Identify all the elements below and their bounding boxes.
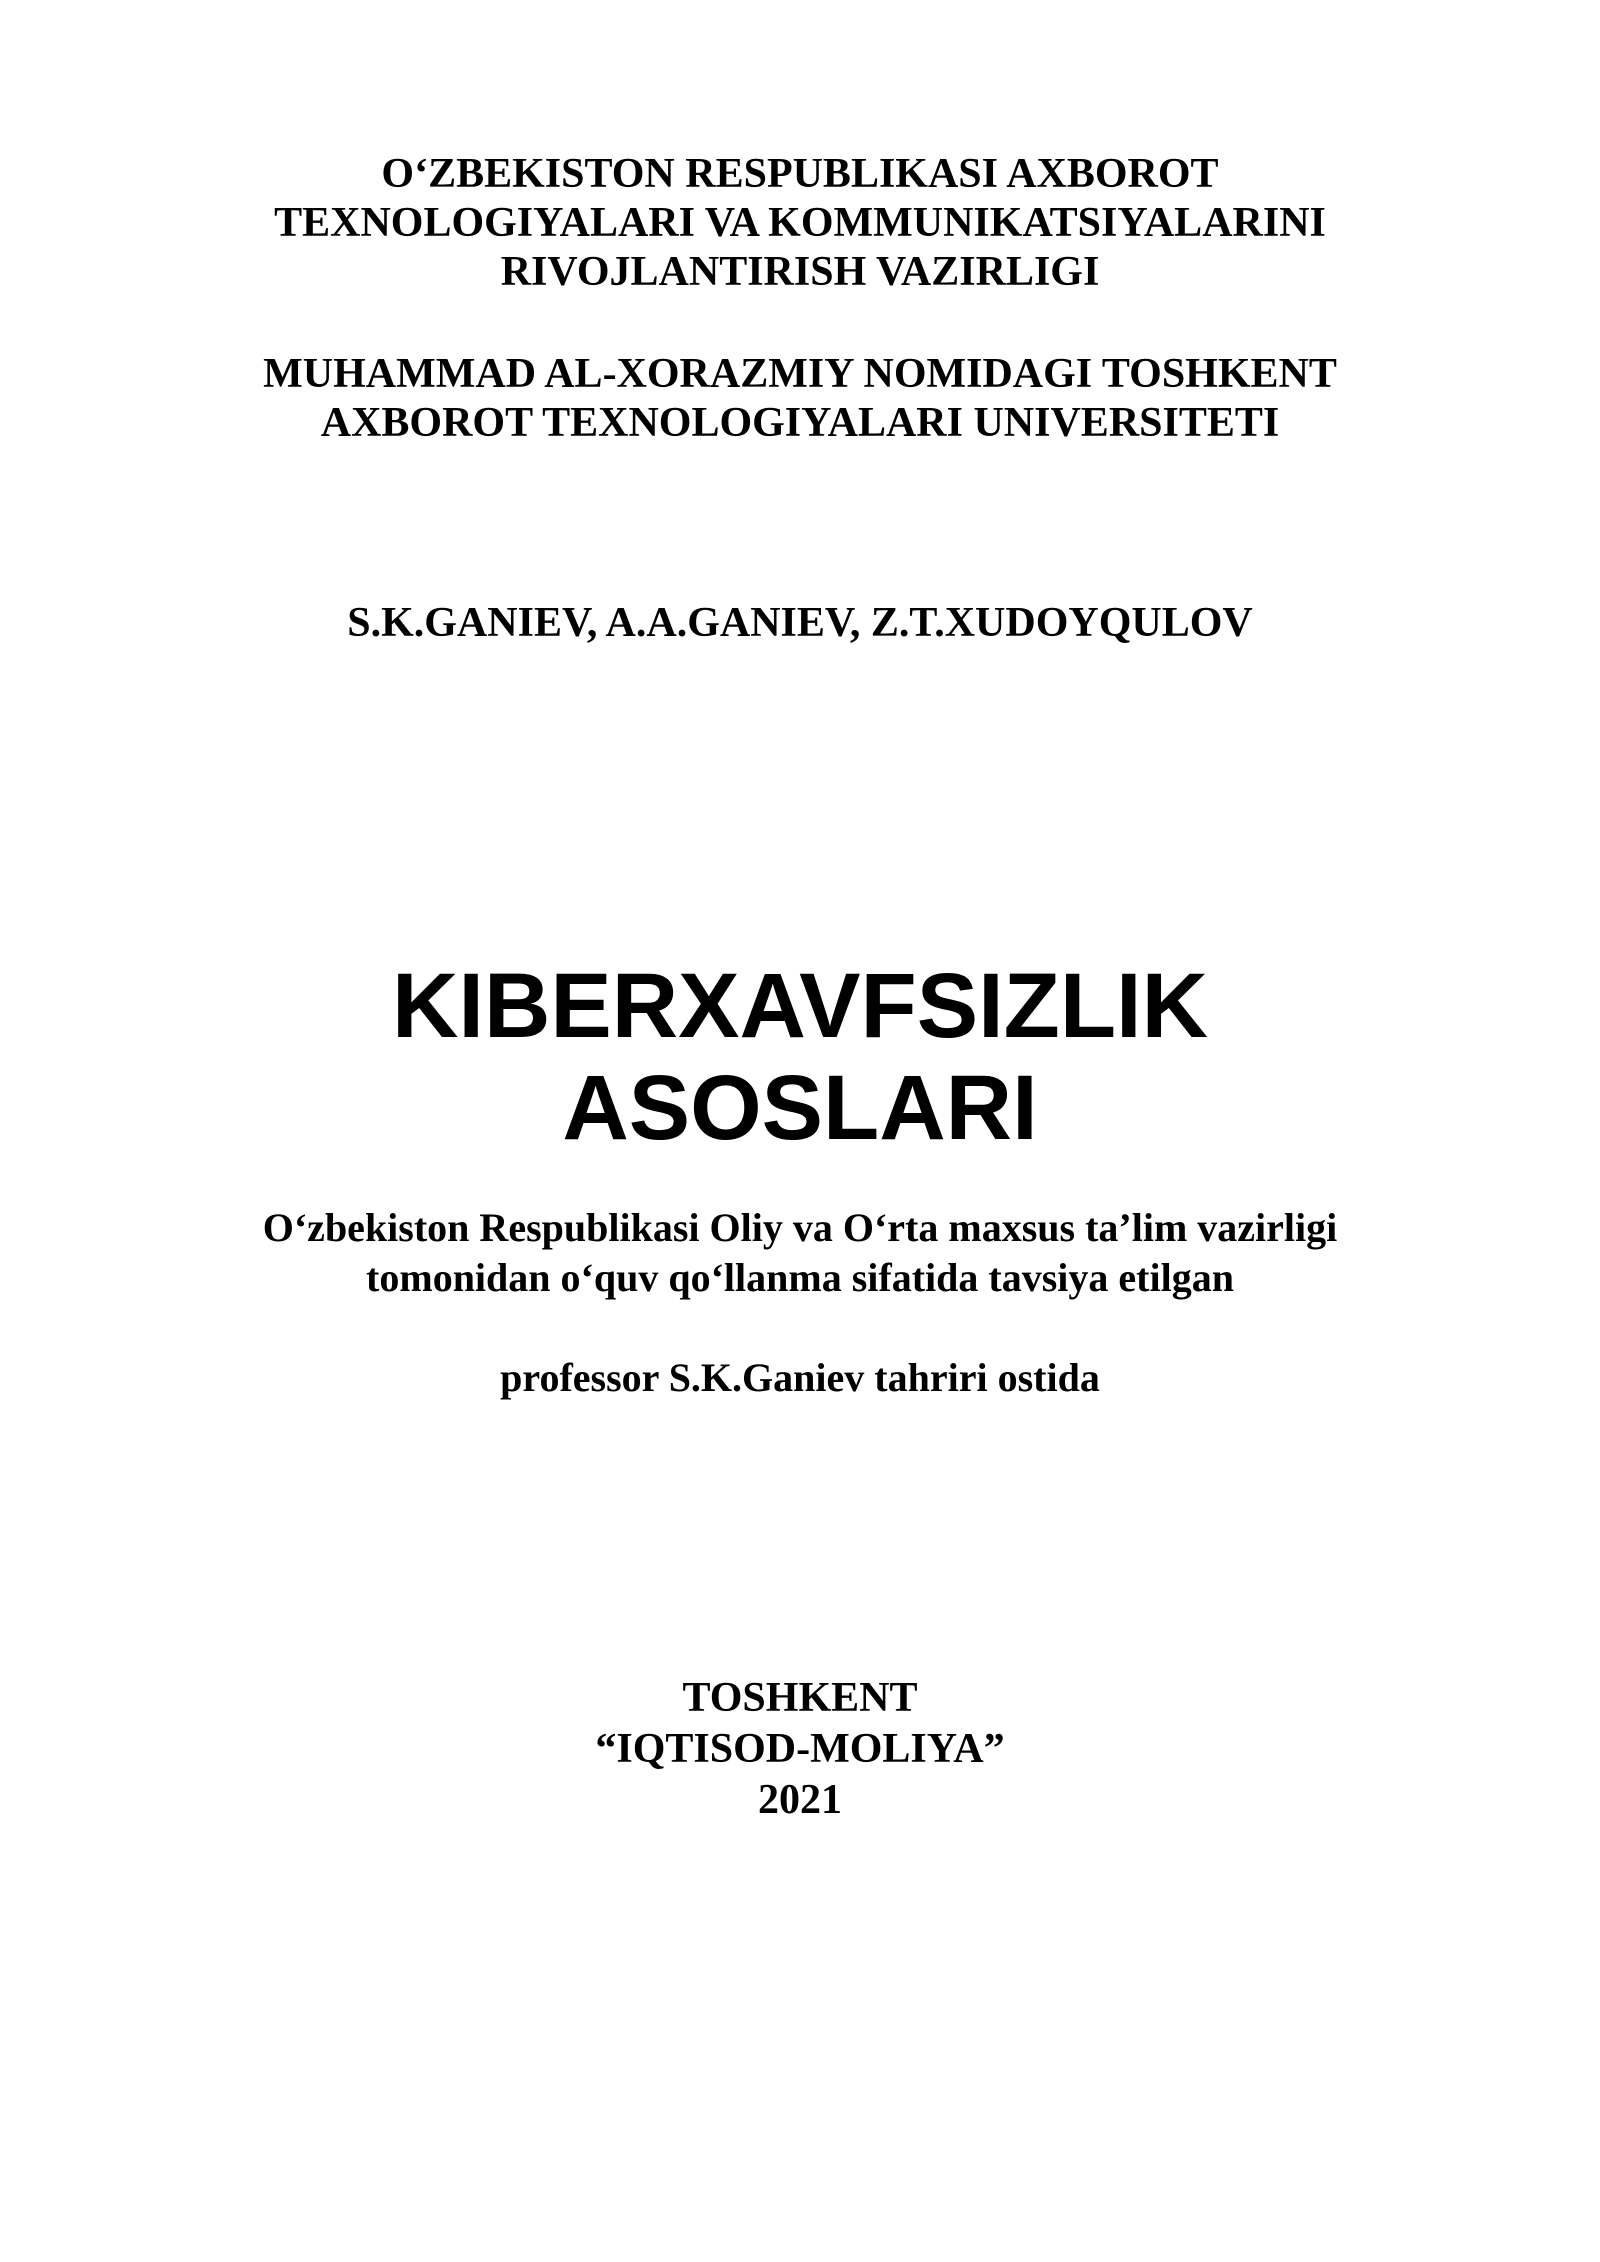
recommendation-line: tomonidan o‘quv qo‘llanma sifatida tavsiya etilgan [366,1255,1234,1300]
imprint-year: 2021 [758,1777,842,1823]
editor-line: professor S.K.Ganiev tahriri ostida [500,1355,1100,1400]
imprint-publisher: “IQTISOD-MOLIYA” [595,1726,1005,1772]
university-line: AXBOROT TEXNOLOGIYALARI UNIVERSITETI [320,400,1280,446]
authors [0,598,1600,648]
ministry-line: TEXNOLOGIYALARI VA KOMMUNIKATSIYALARINI [274,200,1326,246]
ministry-heading [0,150,1600,297]
authors-line: S.K.GANIEV, A.A.GANIEV, Z.T.XUDOYQULOV [347,600,1253,646]
editor-note [0,1353,1600,1403]
book-title-line: KIBERXAVFSIZLIK [391,955,1209,1057]
recommendation-note [0,1203,1600,1303]
recommendation-line: O‘zbekiston Respublikasi Oliy va O‘rta maxsus ta’lim vazirligi [262,1205,1338,1250]
university-line: MUHAMMAD AL-XORAZMIY NOMIDAGI TOSHKENT [263,351,1337,397]
ministry-line: RIVOJLANTIRISH VAZIRLIGI [500,249,1100,295]
book-title [0,955,1600,1159]
imprint [0,1673,1600,1826]
imprint-city: TOSHKENT [682,1675,918,1721]
ministry-line: O‘ZBEKISTON RESPUBLIKASI AXBOROT [381,151,1219,197]
book-title-line: ASOSLARI [562,1057,1038,1159]
university-heading [0,350,1600,448]
